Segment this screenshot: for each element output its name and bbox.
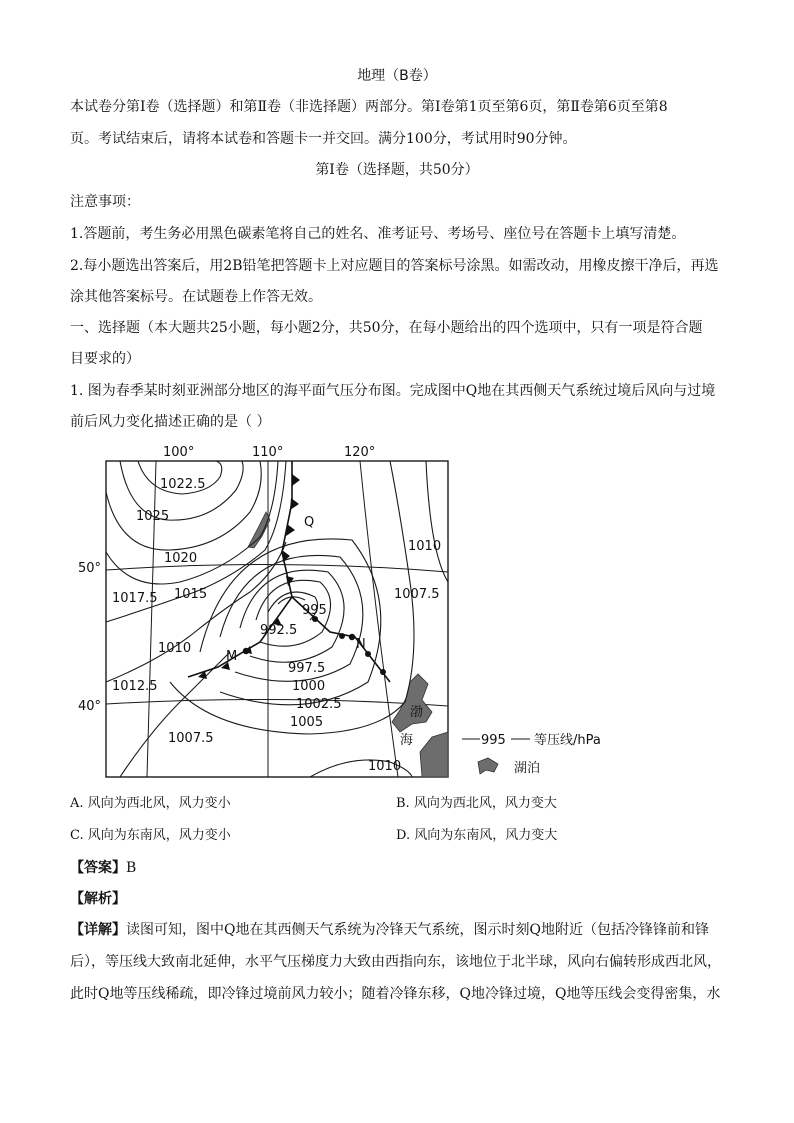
bohai-label-1: 渤 [410, 705, 424, 720]
isobar-label: 1025 [136, 509, 170, 524]
isobar-label: 1010 [158, 641, 192, 656]
option-b[interactable]: B. 风向为西北风，风力变大 [396, 796, 557, 811]
isobar-label: 1010 [368, 759, 402, 774]
legend-lake-text: 湖泊 [514, 761, 541, 776]
isobar-label: 1007.5 [394, 587, 440, 602]
detail-label: 【详解】 [70, 922, 126, 938]
detail-line-1 [70, 920, 709, 940]
point-m-label: M [226, 649, 238, 664]
isobar-label: 1012.5 [112, 679, 158, 694]
bohai-label-2: 海 [400, 733, 414, 748]
parallel-50 [106, 564, 448, 572]
isobar-label: 1015 [174, 587, 208, 602]
parallel-40 [106, 699, 448, 706]
isobar-label: 1002.5 [296, 697, 342, 712]
lat-label-50: 50° [78, 561, 102, 576]
point-m-dot [243, 648, 249, 654]
analysis-label: 【解析】 [70, 891, 126, 907]
option-a[interactable]: A. 风向为西北风，风力变小 [70, 796, 231, 811]
yellow-sea [420, 732, 448, 777]
option-d[interactable]: D. 风向为东南风，风力变大 [396, 828, 558, 843]
lon-label-110: 110° [252, 445, 284, 460]
isobar-label: 1022.5 [160, 477, 206, 492]
question-1-line-1: 1. 图为春季某时刻亚洲部分地区的海平面气压分布图。完成图中Q地在其西侧天气系统过境后风向与过境 [70, 383, 716, 399]
section-heading-line-2: 目要求的） [70, 351, 140, 367]
question-1-line-2: 前后风力变化描述正确的是（ ） [70, 414, 271, 430]
isobar-label: 1020 [164, 551, 198, 566]
point-n-dot [349, 634, 355, 640]
isobar-label: 1010 [408, 539, 442, 554]
intro-line-2: 页。考试结束后，请将本试卷和答题卡一并交回。满分100分，考试用时90分钟。 [70, 131, 577, 147]
part1-title: 第Ⅰ卷（选择题，共50分） [315, 162, 479, 178]
lat-label-40: 40° [78, 699, 102, 714]
isobar-label: 1000 [292, 679, 326, 694]
notice-2-line-1: 2.每小题选出答案后，用2B铅笔把答题卡上对应题目的答案标号涂黑。如需改动，用橡皮擦干净后，再选 [70, 258, 719, 274]
legend-isobar-text: 等压线/hPa [534, 733, 601, 748]
section-heading-line-1: 一、选择题（本大题共25小题，每小题2分，共50分，在每小题给出的四个选项中，只有一项是符合题 [70, 320, 703, 336]
notice-heading: 注意事项： [70, 194, 140, 210]
detail-line-2: 后），等压线大致南北延伸，水平气压梯度力大致由西指向东，该地位于北半球，风向右偏转形成西北风， [70, 954, 721, 970]
detail-text-1: 读图可知，图中Q地在其西侧天气系统为冷锋天气系统，图示时刻Q地附近（包括冷锋锋前和锋 [126, 922, 709, 938]
answer-row [70, 858, 136, 878]
lon-label-120: 120° [344, 445, 376, 460]
pressure-map [60, 432, 640, 782]
point-n-label: N [356, 637, 366, 652]
answer-value: B [126, 860, 137, 876]
lon-label-100: 100° [163, 445, 195, 460]
intro-line-1: 本试卷分第Ⅰ卷（选择题）和第Ⅱ卷（非选择题）两部分。第Ⅰ卷第1页至第6页，第Ⅱ卷第6页至第8 [70, 99, 668, 115]
legend-isobar-value: 995 [481, 733, 506, 748]
isobar-label: 1007.5 [168, 731, 214, 746]
legend-lake-icon [478, 758, 498, 774]
notice-2-line-2: 涂其他答案标号。在试题卷上作答无效。 [70, 289, 322, 305]
isobar-label: 992.5 [260, 623, 298, 638]
option-c[interactable]: C. 风向为东南风，风力变小 [70, 828, 231, 843]
lake-baikal [248, 512, 270, 548]
isobar-label: 997.5 [288, 661, 326, 676]
meridian-120 [360, 461, 398, 777]
cold-front-triangles [198, 474, 300, 679]
isobar-label: 1017.5 [112, 591, 158, 606]
notice-1: 1.答题前，考生务必用黑色碳素笔将自己的姓名、准考证号、考场号、座位号在答题卡上填写清楚。 [70, 226, 686, 242]
isobar-label: 1005 [290, 715, 324, 730]
page-title: 地理（B卷） [357, 68, 437, 84]
detail-line-3: 此时Q地等压线稀疏，即冷锋过境前风力较小；随着冷锋东移，Q地冷锋过境，Q地等压线会变得密集，水 [70, 986, 721, 1002]
answer-label: 【答案】 [70, 860, 126, 876]
point-q-label: Q [304, 515, 315, 530]
isobar-label: 995 [302, 603, 327, 618]
